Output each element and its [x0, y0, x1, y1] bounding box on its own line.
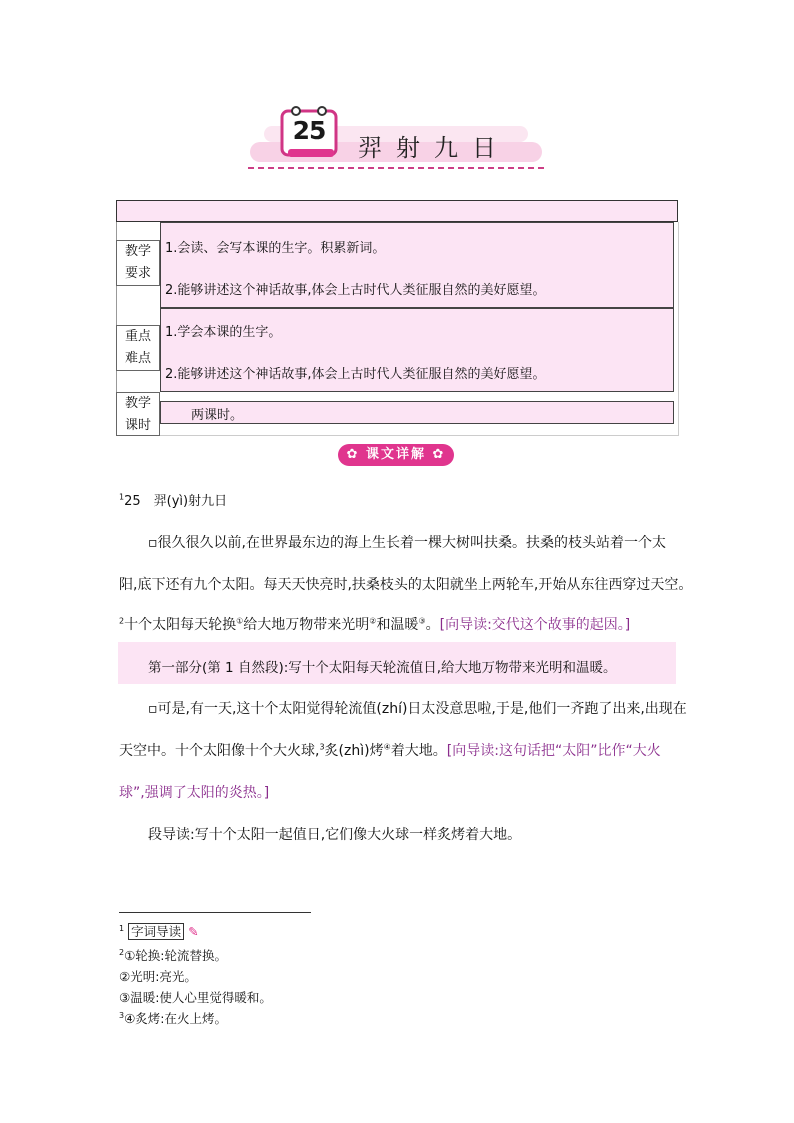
guide-note: [向导读:这句话把“太阳”比作“大火 — [446, 743, 661, 759]
label-line: 重点 — [124, 329, 151, 344]
part-summary: 第一部分(第 1 自然段):写十个太阳每天轮流值日,给大地万物带来光明和温暖。 — [148, 660, 617, 676]
paragraph-text: 和温暖 — [376, 617, 419, 633]
paragraph-text: 着大地。 — [390, 743, 447, 759]
key-point-item: 2.能够讲述这个神话故事,体会上古时代人类征服自然的美好愿望。 — [165, 367, 546, 382]
table-row-content — [160, 222, 674, 308]
paragraph-marker-icon: ▫ — [148, 535, 158, 551]
guide-note: [向导读:交代这个故事的起因。] — [439, 617, 631, 633]
footnote-heading: 字词导读 — [128, 923, 184, 940]
paragraph-line — [119, 614, 630, 634]
paragraph-line: 阳,底下还有九个太阳。每天天快亮时,扶桑枝头的太阳就坐上两轮车,开始从东往西穿过天空。 — [119, 577, 693, 593]
paragraph-text: 十个太阳每天轮换 — [124, 617, 237, 633]
footnote-marker: 3 — [319, 742, 325, 752]
table-row-label — [116, 240, 160, 286]
paragraph-text: 炙(zhì)烤 — [324, 743, 384, 759]
lesson-title: 羿射九日 — [358, 134, 510, 162]
footnote-marker: 1 — [119, 492, 125, 502]
footnote-text: ①轮换:轮流替换。 — [124, 948, 228, 963]
table-header-row — [116, 200, 678, 222]
footnote — [119, 922, 199, 940]
footnote-text: ④炙烤:在火上烤。 — [124, 1011, 228, 1026]
paragraph-marker-icon: ▫ — [148, 701, 158, 717]
label-line: 要求 — [124, 266, 151, 281]
table-row-content — [160, 401, 674, 424]
objective-item: 2.能够讲述这个神话故事,体会上古时代人类征服自然的美好愿望。 — [165, 283, 546, 298]
footnote — [119, 1009, 227, 1027]
title-dashed-rule — [248, 167, 544, 169]
footnote-marker: 1 — [119, 923, 125, 933]
label-line: 教学 — [124, 396, 151, 411]
section-badge-label: 课文详解 — [365, 447, 426, 462]
table-row-label — [116, 392, 160, 436]
table-row-content — [160, 308, 674, 392]
paragraph-guide: 段导读:写十个太阳一起值日,它们像大火球一样炙烤着大地。 — [148, 827, 522, 843]
footnote: ②光明:亮光。 — [119, 969, 197, 984]
paragraph-line — [119, 740, 661, 760]
footnote-marker: ② — [369, 616, 377, 626]
footnote: ③温暖:使人心里觉得暖和。 — [119, 990, 272, 1005]
paragraph-line — [148, 532, 666, 552]
footnote — [119, 946, 227, 964]
key-point-item: 1.学会本课的生字。 — [165, 325, 282, 340]
footnote-marker: ① — [236, 616, 244, 626]
paragraph-text: 很久很久以前,在世界最东边的海上生长着一棵大树叫扶桑。扶桑的枝头站着一个太 — [157, 535, 666, 551]
text-heading-label: 25 羿(yì)射九日 — [124, 494, 228, 509]
footnote-marker: ③ — [418, 616, 426, 626]
paragraph-text: 给大地万物带来光明 — [243, 617, 370, 633]
paragraph-text: 可是,有一天,这十个太阳觉得轮流值(zhí)日太没意思啦,于是,他们一齐跑了出来,出现在 — [157, 701, 687, 717]
footnote-marker: 2 — [119, 947, 125, 957]
label-line: 教学 — [124, 244, 151, 259]
footnote-marker: ④ — [383, 742, 391, 752]
text-heading — [119, 490, 227, 509]
pen-icon: ✎ — [188, 924, 199, 939]
guide-note: 球”,强调了太阳的炎热。] — [119, 785, 270, 801]
paragraph-text: 天空中。十个太阳像十个大火球, — [119, 743, 320, 759]
class-hours: 两课时。 — [191, 408, 244, 423]
table-row-label — [116, 325, 160, 371]
paragraph-line — [148, 698, 687, 718]
objective-item: 1.会读、会写本课的生字。积累新词。 — [165, 241, 386, 256]
label-line: 难点 — [124, 351, 151, 366]
paragraph-text: 。 — [425, 617, 440, 633]
section-badge: ✿ 课文详解 ✿ — [338, 444, 454, 466]
footnote-marker: 2 — [119, 616, 125, 626]
label-line: 课时 — [124, 418, 151, 433]
footnote-rule — [119, 912, 311, 913]
footnote-marker: 3 — [119, 1010, 125, 1020]
lesson-number: 25 — [292, 116, 326, 145]
